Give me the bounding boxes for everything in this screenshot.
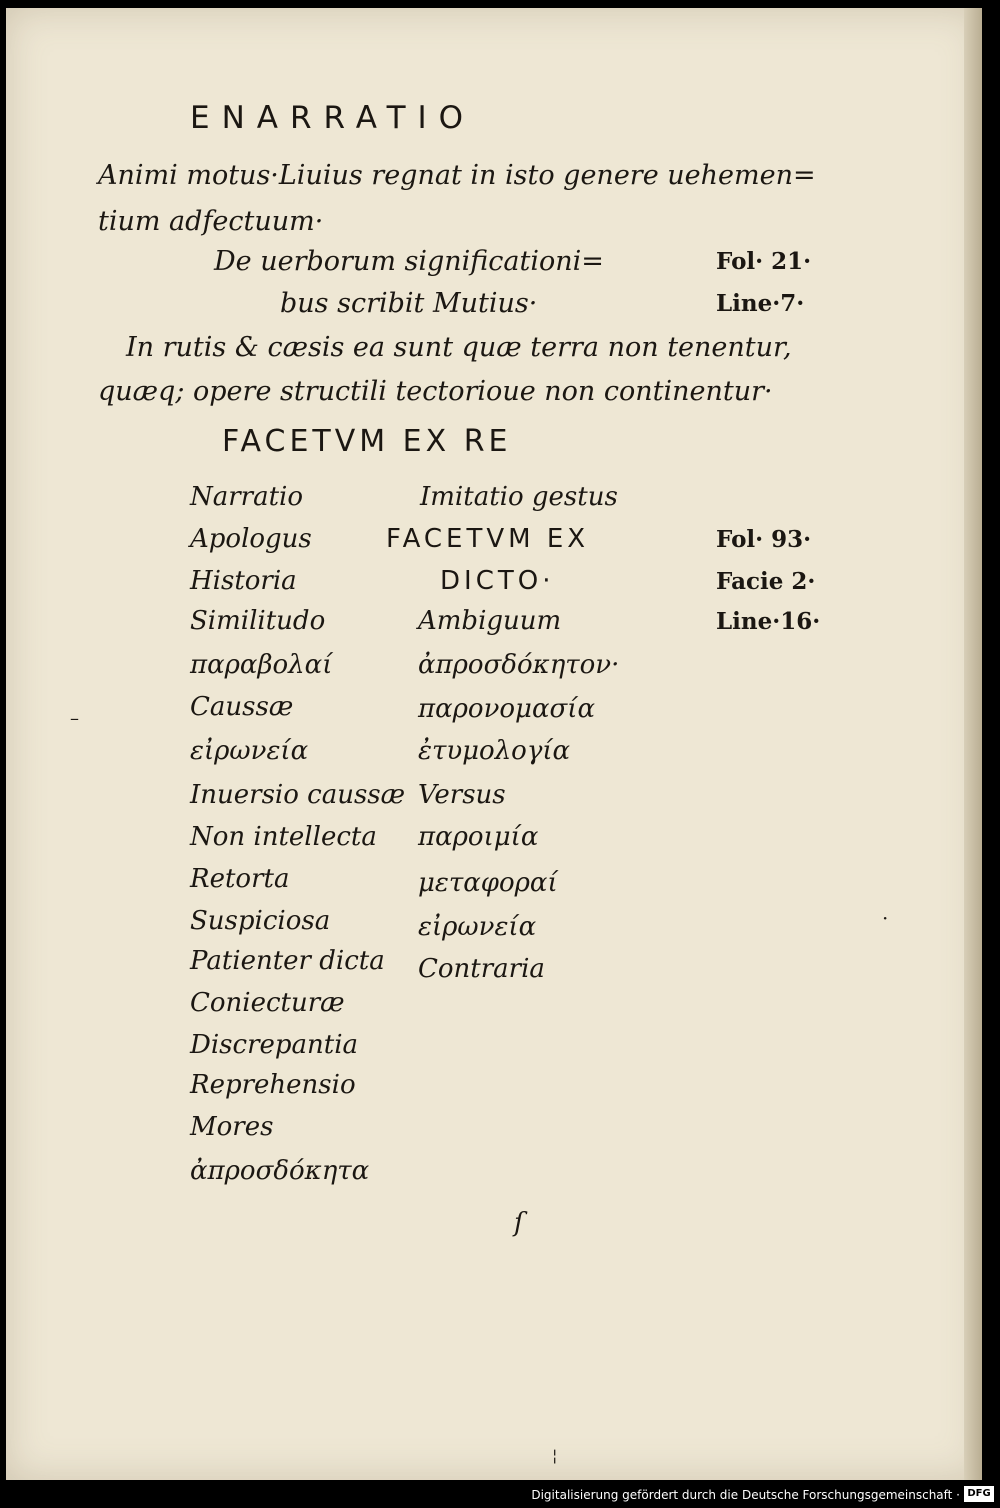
list-left-item: Discrepantia: [190, 1030, 359, 1060]
list-left-item: Apologus: [190, 524, 312, 554]
list-right-item: παροιμία: [418, 822, 539, 852]
heading-dicto: DICTO·: [440, 566, 555, 596]
body-line-2: tium adfectuum·: [98, 206, 324, 237]
margin-dot-mark: ·: [882, 906, 889, 930]
list-left-item: παραβολαί: [190, 650, 333, 680]
list-left-item: Similitudo: [190, 606, 326, 636]
list-left-item: εἰρωνεία: [190, 736, 309, 766]
list-left-item: Coniecturæ: [190, 988, 345, 1018]
list-left-item: Inuersio caussæ: [190, 780, 406, 810]
list-right-item: Contraria: [418, 954, 545, 984]
margin-fol-21: Fol· 21·: [716, 248, 812, 275]
list-left-item: Patienter dicta: [190, 946, 385, 976]
heading-facetum-ex: FACETVM EX: [386, 524, 590, 554]
footer-credit: Digitalisierung gefördert durch die Deutsche Forschungsgemeinschaft ·: [531, 1488, 960, 1502]
margin-facie-2: Facie 2·: [716, 568, 816, 595]
running-head: ENARRATIO: [190, 100, 476, 136]
list-left-item: Caussæ: [190, 692, 294, 722]
margin-fol-93: Fol· 93·: [716, 526, 812, 553]
heading-facetum-ex-re: FACETVM EX RE: [222, 424, 512, 459]
body-line-3: De uerborum significationi=: [214, 246, 604, 277]
list-left-item: Reprehensio: [190, 1070, 356, 1100]
list-left-item: Non intellecta: [190, 822, 377, 852]
list-right-item: ἐτυμολογία: [418, 736, 571, 766]
margin-line-7: Line·7·: [716, 290, 805, 317]
body-line-5: In rutis & cæsis ea sunt quæ terra non tenentur,: [126, 332, 792, 363]
margin-line-16: Line·16·: [716, 608, 821, 635]
footer-bar: [0, 1480, 1000, 1508]
list-right-item: ἀπροσδόκητον·: [418, 650, 620, 680]
body-line-6: quæq; opere structili tectorioue non continentur·: [98, 376, 773, 407]
signature-mark: ſ: [514, 1208, 524, 1238]
list-left-item: Suspiciosa: [190, 906, 331, 936]
dfg-logo: DFG: [964, 1486, 994, 1502]
list-left-item: ἀπροσδόκητα: [190, 1156, 370, 1186]
list-right-item: Versus: [418, 780, 506, 810]
list-right-item: μεταφοραί: [418, 868, 558, 898]
list-right-item: εἰρωνεία: [418, 912, 537, 942]
list-right-item: Ambiguum: [418, 606, 562, 636]
list-left-item: Mores: [190, 1112, 274, 1142]
bottom-tick-mark: ¦: [552, 1446, 558, 1465]
margin-dash-mark: –: [70, 708, 79, 729]
page-spine-shadow: [964, 8, 982, 1480]
body-line-4: bus scribit Mutius·: [280, 288, 538, 319]
list-left-item: Retorta: [190, 864, 290, 894]
list-left-item: Historia: [190, 566, 297, 596]
list-right-item: Imitatio gestus: [420, 482, 618, 512]
list-left-item: Narratio: [190, 482, 304, 512]
body-line-1: Animi motus·Liuius regnat in isto genere uehemen=: [98, 160, 816, 191]
list-right-item: παρονομασία: [418, 694, 595, 724]
